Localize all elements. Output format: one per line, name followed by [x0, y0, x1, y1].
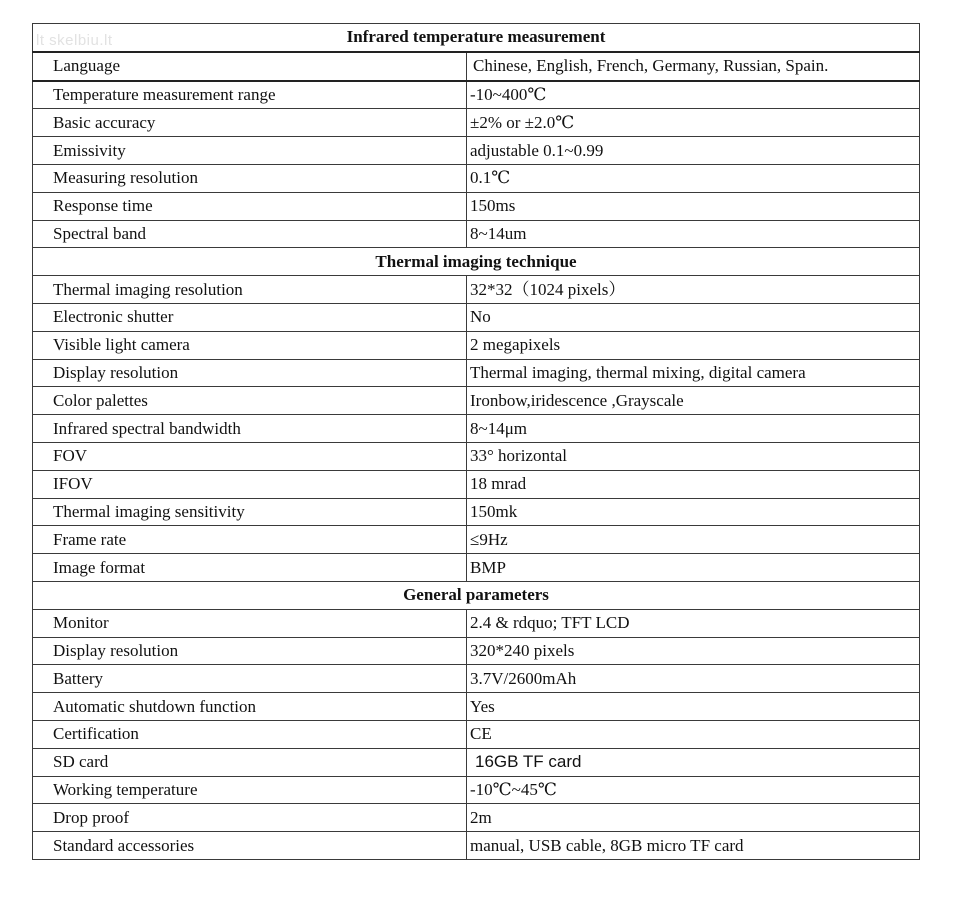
table-row	[33, 442, 920, 470]
spec-value: ≤9Hz	[467, 526, 920, 554]
spec-value: 18 mrad	[467, 470, 920, 498]
spec-label: Display resolution	[33, 637, 467, 665]
table-row	[33, 776, 920, 804]
spec-value: 3.7V/2600mAh	[467, 665, 920, 693]
spec-value: 16GB TF card	[467, 748, 920, 776]
table-row	[33, 164, 920, 192]
spec-label: Electronic shutter	[33, 303, 467, 331]
spec-label: Battery	[33, 665, 467, 693]
spec-value: Ironbow,iridescence ,Grayscale	[467, 387, 920, 415]
spec-value: 2m	[467, 804, 920, 832]
watermark: lt skelbiu.lt	[36, 32, 113, 49]
table-row	[33, 832, 920, 860]
spec-table	[32, 23, 920, 860]
spec-label: Infrared spectral bandwidth	[33, 415, 467, 443]
spec-value: ±2% or ±2.0℃	[467, 109, 920, 137]
spec-value: 150ms	[467, 192, 920, 220]
spec-label: Response time	[33, 192, 467, 220]
section-header-row	[33, 24, 920, 52]
spec-label: Frame rate	[33, 526, 467, 554]
spec-value: Yes	[467, 693, 920, 721]
table-row	[33, 470, 920, 498]
spec-label: Spectral band	[33, 220, 467, 248]
table-row	[33, 720, 920, 748]
table-row	[33, 526, 920, 554]
table-row	[33, 693, 920, 721]
spec-label: Emissivity	[33, 137, 467, 165]
spec-value: 8~14um	[467, 220, 920, 248]
spec-label: Thermal imaging resolution	[33, 276, 467, 304]
table-row	[33, 220, 920, 248]
spec-label: Working temperature	[33, 776, 467, 804]
table-row	[33, 303, 920, 331]
table-row	[33, 748, 920, 776]
spec-label: Certification	[33, 720, 467, 748]
spec-value: -10℃~45℃	[467, 776, 920, 804]
table-row	[33, 137, 920, 165]
table-row	[33, 415, 920, 443]
spec-value: 320*240 pixels	[467, 637, 920, 665]
table-row	[33, 109, 920, 137]
section-title: General parameters	[33, 581, 920, 609]
spec-label: Temperature measurement range	[33, 81, 467, 109]
spec-value: 8~14μm	[467, 415, 920, 443]
spec-value: 150mk	[467, 498, 920, 526]
spec-label: Language	[33, 52, 467, 81]
spec-value: BMP	[467, 554, 920, 582]
spec-value: 0.1℃	[467, 164, 920, 192]
spec-label: Standard accessories	[33, 832, 467, 860]
spec-label: Visible light camera	[33, 331, 467, 359]
spec-value: Chinese, English, French, Germany, Russian, Spain.	[467, 52, 920, 81]
table-row	[33, 359, 920, 387]
table-row	[33, 498, 920, 526]
table-row	[33, 554, 920, 582]
table-row	[33, 192, 920, 220]
spec-label: Thermal imaging sensitivity	[33, 498, 467, 526]
table-row	[33, 804, 920, 832]
spec-value: manual, USB cable, 8GB micro TF card	[467, 832, 920, 860]
section-title: Infrared temperature measurement	[33, 24, 920, 52]
table-row	[33, 609, 920, 637]
spec-label: Color palettes	[33, 387, 467, 415]
spec-label: Automatic shutdown function	[33, 693, 467, 721]
table-row	[33, 276, 920, 304]
spec-label: Monitor	[33, 609, 467, 637]
spec-value: Thermal imaging, thermal mixing, digital camera	[467, 359, 920, 387]
section-header-row	[33, 248, 920, 276]
table-row	[33, 665, 920, 693]
table-row	[33, 331, 920, 359]
spec-label: Basic accuracy	[33, 109, 467, 137]
spec-label: Image format	[33, 554, 467, 582]
table-row	[33, 637, 920, 665]
table-row	[33, 52, 920, 81]
section-title: Thermal imaging technique	[33, 248, 920, 276]
spec-value: 32*32（1024 pixels）	[467, 276, 920, 304]
spec-value: No	[467, 303, 920, 331]
spec-value: adjustable 0.1~0.99	[467, 137, 920, 165]
spec-label: IFOV	[33, 470, 467, 498]
spec-label: FOV	[33, 442, 467, 470]
spec-value: 33° horizontal	[467, 442, 920, 470]
section-header-row	[33, 581, 920, 609]
spec-label: Display resolution	[33, 359, 467, 387]
spec-value: 2 megapixels	[467, 331, 920, 359]
spec-label: Drop proof	[33, 804, 467, 832]
spec-value: 2.4 & rdquo; TFT LCD	[467, 609, 920, 637]
spec-value: -10~400℃	[467, 81, 920, 109]
table-row	[33, 81, 920, 109]
spec-label: Measuring resolution	[33, 164, 467, 192]
spec-label: SD card	[33, 748, 467, 776]
spec-value: CE	[467, 720, 920, 748]
table-row	[33, 387, 920, 415]
